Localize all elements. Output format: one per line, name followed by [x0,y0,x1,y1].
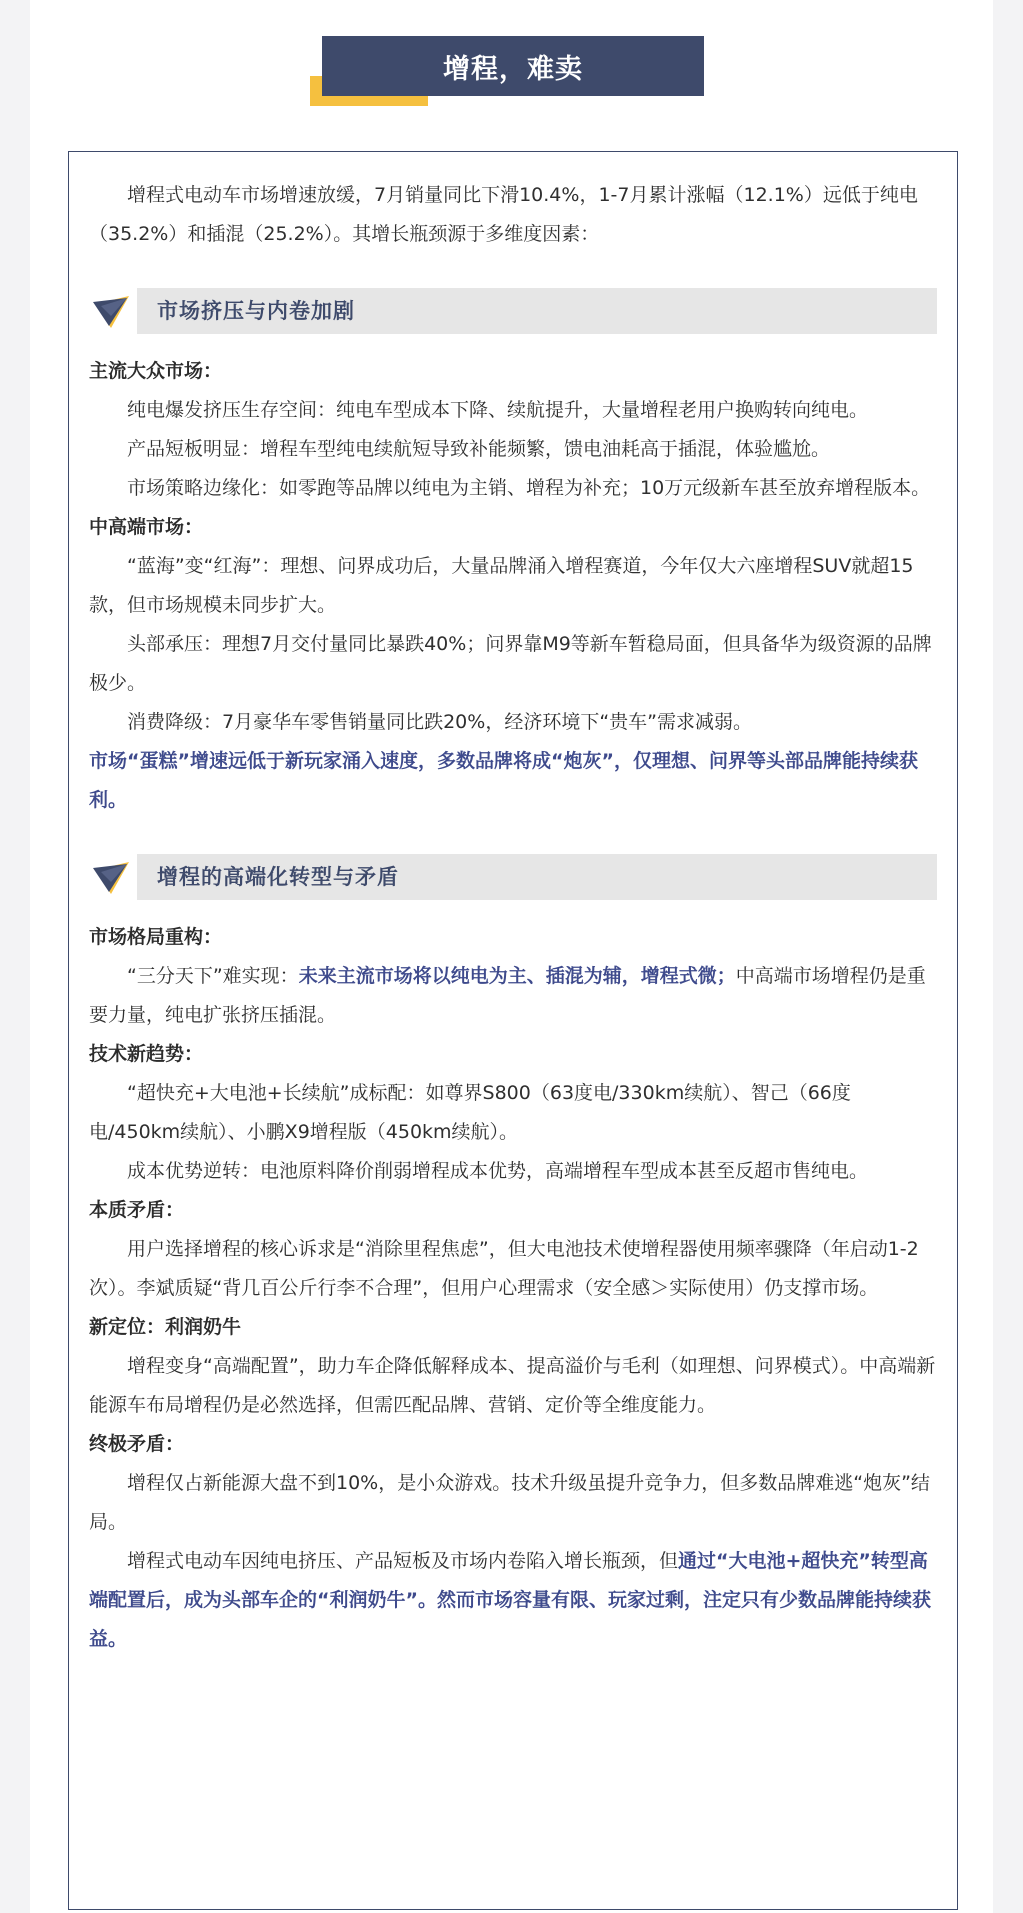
article-frame [68,151,958,1910]
tech-trend-label: 技术新趋势： [89,1043,204,1065]
final-paragraph [89,1542,937,1659]
section-2-paragraph-2: “超快充+大电池+长续航”成标配：如尊界S800（63度电/330km续航）、智己（66度电/450km续航）、小鹏X9增程版（450km续航）。 [89,1082,851,1143]
section-1-paragraph-6: 消费降级：7月豪华车零售销量同比跌20%，经济环境下“贵车”需求减弱。 [127,711,753,733]
section-2-paragraph-5: 增程变身“高端配置”，助力车企降低解释成本、提高溢价与毛利（如理想、问界模式）。中高端新能源车布局增程仍是必然选择，但需匹配品牌、营销、定价等全维度能力。 [89,1355,936,1416]
section-1-title: 市场挤压与内卷加剧 [157,299,355,323]
mass-market-label: 主流大众市场： [89,360,223,382]
section-1-header [89,288,937,334]
section-1-paragraph-4: “蓝海”变“红海”：理想、问界成功后，大量品牌涌入增程赛道，今年仅大六座增程SUV就超15款，但市场规模未同步扩大。 [89,555,914,616]
section-2-paragraph-1 [89,957,937,1035]
section-1-paragraph-2: 产品短板明显：增程车型纯电续航短导致补能频繁，馈电油耗高于插混，体验尴尬。 [127,438,831,460]
paper-plane-icon [91,860,131,896]
final-paragraph-highlight: 通过“大电池+超快充”转型高端配置后，成为头部车企的“利润奶牛”。然而市场容量有限、玩家过剩，注定只有少数品牌能持续获益。 [89,1550,931,1650]
high-end-market-label: 中高端市场： [89,516,204,538]
section-2-title: 增程的高端化转型与矛盾 [157,865,399,889]
article-content [89,176,937,1659]
section-2-paragraph-6: 增程仅占新能源大盘不到10%，是小众游戏。技术升级虽提升竞争力，但多数品牌难逃“炮灰”结局。 [89,1472,930,1533]
section-2-paragraph-1-suffix: 中高端市场增程仍是重要力量，纯电扩张挤压插混。 [89,965,926,1026]
page-title [322,36,704,96]
section-1-paragraph-3: 市场策略边缘化：如零跑等品牌以纯电为主销、增程为补充；10万元级新车甚至放弃增程版本。 [127,477,931,499]
section-1-conclusion: 市场“蛋糕”增速远低于新玩家涌入速度，多数品牌将成“炮灰”，仅理想、问界等头部品牌能持续获利。 [89,750,918,811]
section-2-paragraph-4: 用户选择增程的核心诉求是“消除里程焦虑”，但大电池技术使增程器使用频率骤降（年启动1-2次）。李斌质疑“背几百公斤行李不合理”，但用户心理需求（安全感＞实际使用）仍支撑市场。 [89,1238,919,1299]
section-1-paragraph-5: 头部承压：理想7月交付量同比暴跌40%；问界靠M9等新车暂稳局面，但具备华为级资源的品牌极少。 [89,633,932,694]
section-1-title-bar [137,288,937,334]
new-positioning-label: 新定位：利润奶牛 [89,1316,242,1338]
page-title-text: 增程，难卖 [443,53,583,85]
intro-paragraph: 增程式电动车市场增速放缓，7月销量同比下滑10.4%，1-7月累计涨幅（12.1%）远低于纯电（35.2%）和插混（25.2%）。其增长瓶颈源于多维度因素： [89,184,918,245]
section-1-paragraph-1: 纯电爆发挤压生存空间：纯电车型成本下降、续航提升，大量增程老用户换购转向纯电。 [127,399,869,421]
final-paragraph-prefix: 增程式电动车因纯电挤压、产品短板及市场内卷陷入增长瓶颈，但 [127,1550,679,1572]
section-2-paragraph-1-highlight: 未来主流市场将以纯电为主、插混为辅，增程式微； [298,965,736,987]
section-2-paragraph-1-prefix: “三分天下”难实现： [127,965,299,987]
paper-plane-icon [91,294,131,330]
section-2-header [89,854,937,900]
ultimate-conflict-label: 终极矛盾： [89,1433,185,1455]
market-structure-label: 市场格局重构： [89,926,223,948]
section-2-paragraph-3: 成本优势逆转：电池原料降价削弱增程成本优势，高端增程车型成本甚至反超市售纯电。 [127,1160,869,1182]
section-2-title-bar [137,854,937,900]
essential-conflict-label: 本质矛盾： [89,1199,185,1221]
